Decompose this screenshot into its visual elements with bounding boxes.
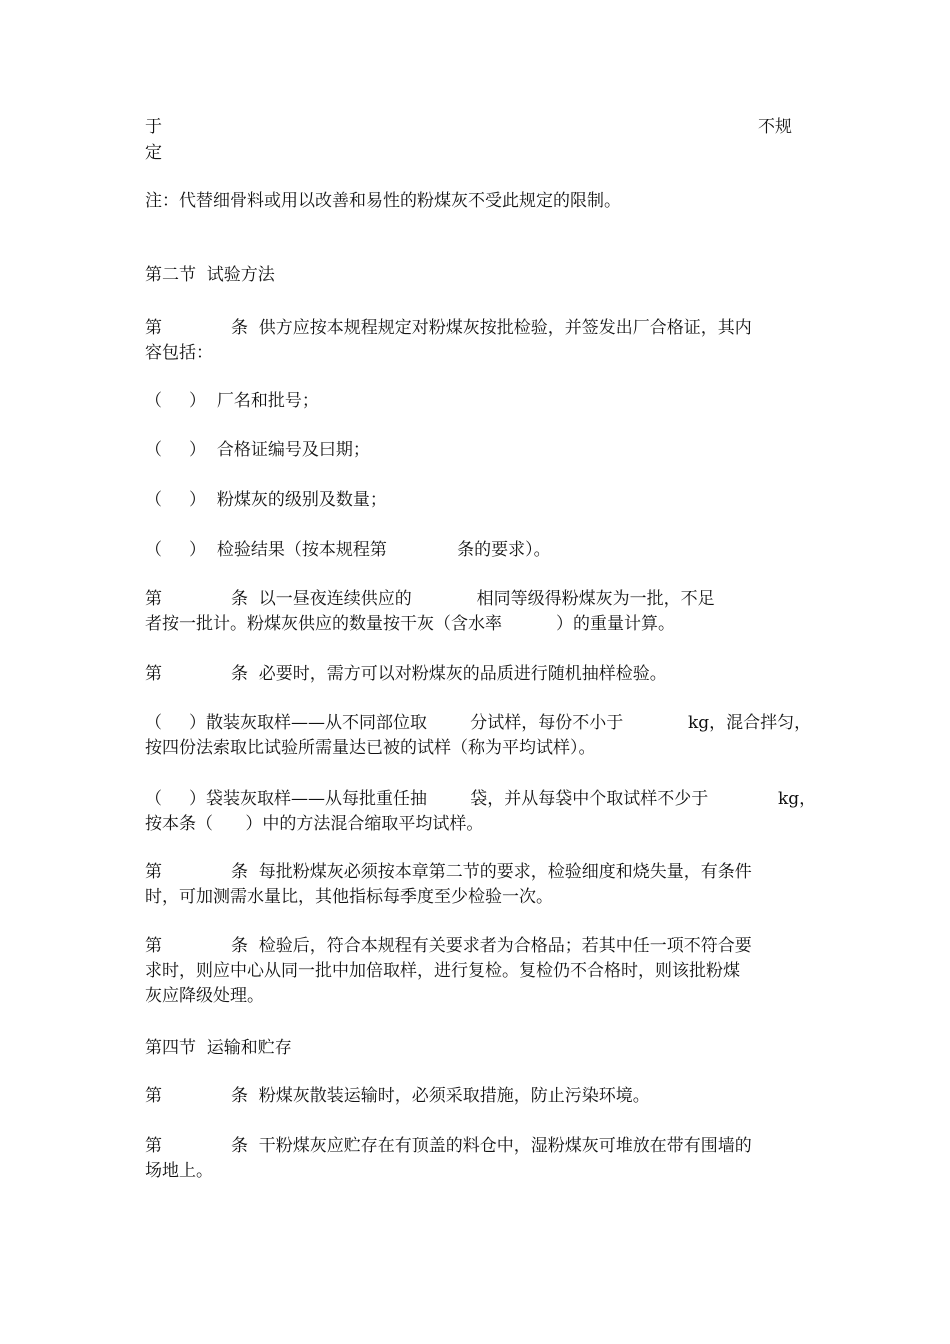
article-label: 第	[145, 862, 162, 882]
text-line: 定	[145, 143, 162, 163]
text-line: 时，可加测需水量比，其他指标每季度至少检验一次。	[145, 887, 553, 907]
text-line: 条 以一昼夜连续供应的 相同等级得粉煤灰为一批，不足	[231, 589, 715, 609]
text-line: 容包括：	[145, 343, 213, 363]
article-label: 第	[145, 589, 162, 609]
text-line: 条 每批粉煤灰必须按本章第二节的要求，检验细度和烧失量，有条件	[231, 862, 752, 882]
text-line: 按本条（ ）中的方法混合缩取平均试样。	[145, 814, 484, 834]
text-line: 条 粉煤灰散装运输时，必须采取措施，防止污染环境。	[231, 1086, 650, 1106]
text-line: kg，	[778, 789, 817, 809]
text-line: 条 干粉煤灰应贮存在有顶盖的料仓中，湿粉煤灰可堆放在带有围墙的	[231, 1136, 752, 1156]
note-line: 注：代替细骨料或用以改善和易性的粉煤灰不受此规定的限制。	[145, 191, 621, 211]
text-line: 于	[145, 117, 162, 137]
list-item: （ ） 粉煤灰的级别及数量；	[145, 490, 387, 510]
text-line: 灰应降级处理。	[145, 986, 264, 1006]
text-line: kg，混合拌匀，	[688, 713, 812, 733]
article-label: 第	[145, 318, 162, 338]
text-line: （ ）散装灰取样——从不同部位取 分试样，每份不小于	[145, 713, 624, 733]
list-item: （ ） 检验结果（按本规程第 条的要求）。	[145, 540, 551, 560]
article-label: 第	[145, 1086, 162, 1106]
section-heading: 第二节 试验方法	[145, 265, 275, 285]
text-line: 条 必要时，需方可以对粉煤灰的品质进行随机抽样检验。	[231, 664, 667, 684]
section-heading: 第四节 运输和贮存	[145, 1038, 292, 1058]
text-line: 按四份法索取比试验所需量达已被的试样（称为平均试样）。	[145, 738, 596, 758]
list-item: （ ） 厂名和批号；	[145, 391, 319, 411]
text-line: 场地上。	[145, 1161, 213, 1181]
article-label: 第	[145, 936, 162, 956]
article-label: 第	[145, 1136, 162, 1156]
text-line: 者按一批计。粉煤灰供应的数量按干灰（含水率 ）的重量计算。	[145, 614, 676, 634]
article-label: 第	[145, 664, 162, 684]
text-line: （ ）袋装灰取样——从每批重任抽 袋，并从每袋中个取试样不少于	[145, 789, 709, 809]
text-line: 条 供方应按本规程规定对粉煤灰按批检验，并签发出厂合格证，其内	[231, 318, 752, 338]
list-item: （ ） 合格证编号及曰期；	[145, 440, 370, 460]
text-line: 条 检验后，符合本规程有关要求者为合格品；若其中任一项不符合要	[231, 936, 752, 956]
text-line: 不规	[758, 117, 792, 137]
text-line: 求时，则应中心从同一批中加倍取样，进行复检。复检仍不合格时，则该批粉煤	[145, 961, 740, 981]
